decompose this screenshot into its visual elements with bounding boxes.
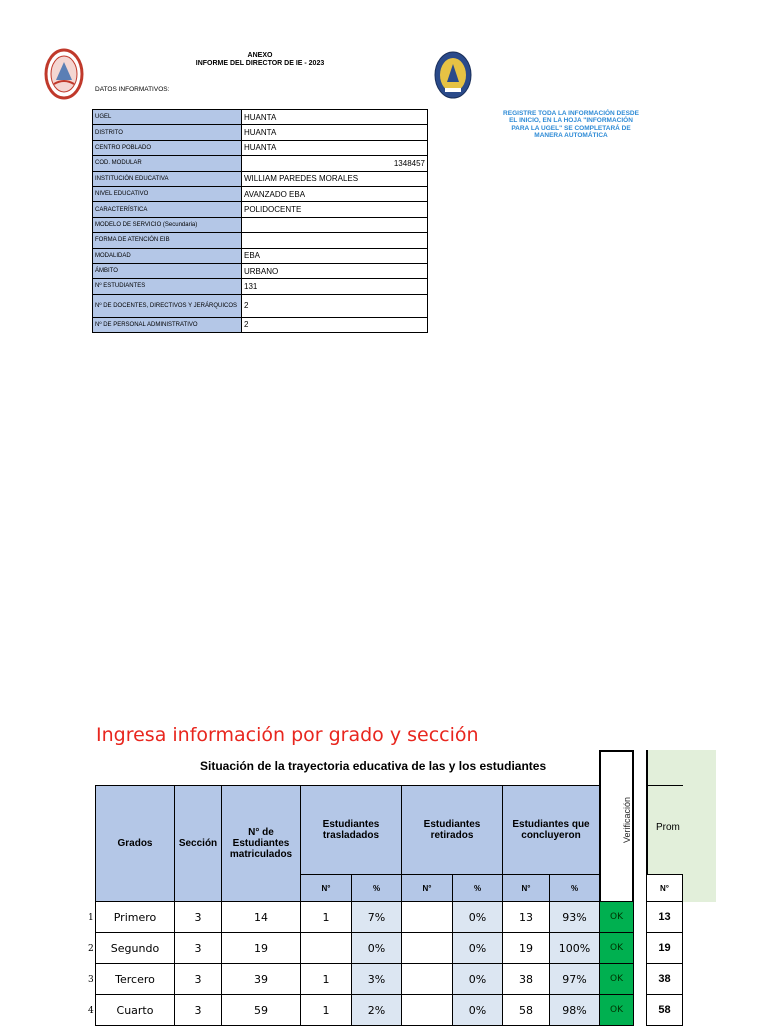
datos-informativos-label: DATOS INFORMATIVOS:: [95, 86, 170, 93]
info-row: [93, 110, 428, 125]
conc-n-cell[interactable]: 38: [502, 963, 550, 995]
info-value[interactable]: EBA: [242, 248, 428, 263]
info-row: [93, 233, 428, 248]
prom-cell: 13: [646, 901, 683, 933]
info-label: CENTRO POBLADO: [93, 140, 242, 155]
report-header: [190, 52, 330, 68]
verificacion-header: Verificación: [622, 796, 632, 843]
ret-n-cell[interactable]: [401, 901, 453, 933]
grado-cell[interactable]: Tercero: [95, 963, 175, 995]
seccion-cell[interactable]: 3: [174, 932, 222, 964]
tras-n-cell[interactable]: [300, 932, 352, 964]
ret-pct-cell: 0%: [452, 994, 503, 1026]
info-label: CARACTERÍSTICA: [93, 202, 242, 217]
info-value[interactable]: HUANTA: [242, 140, 428, 155]
ret-n-cell[interactable]: [401, 932, 453, 964]
info-label: UGEL: [93, 110, 242, 125]
ugel-logo-right: [433, 50, 473, 100]
tras-pct-cell: 0%: [351, 932, 402, 964]
prom-cell: 19: [646, 932, 683, 964]
info-label: ÁMBITO: [93, 263, 242, 278]
col-grados-header: Grados: [95, 785, 175, 902]
section-heading: Ingresa información por grado y sección: [96, 724, 479, 746]
info-value[interactable]: AVANZADO EBA: [242, 186, 428, 201]
conc-pct-cell: 98%: [549, 994, 600, 1026]
row-number: 4: [88, 1006, 94, 1016]
conc-pct-cell: 100%: [549, 932, 600, 964]
info-label: Nº DE DOCENTES, DIRECTIVOS Y JERÁRQUICOS: [93, 294, 242, 317]
info-value[interactable]: HUANTA: [242, 125, 428, 140]
tras-pct-cell: 3%: [351, 963, 402, 995]
col-concluyeron-header: Estudiantes que concluyeron: [502, 785, 600, 875]
info-label: COD. MODULAR: [93, 156, 242, 171]
table-caption: Situación de la trayectoria educativa de las y los estudiantes: [200, 759, 547, 773]
tras-n-cell[interactable]: 1: [300, 963, 352, 995]
seccion-cell[interactable]: 3: [174, 901, 222, 933]
seccion-cell[interactable]: 3: [174, 994, 222, 1026]
conc-pct-cell: 93%: [549, 901, 600, 933]
info-row: [93, 202, 428, 217]
tras-pct-cell: 2%: [351, 994, 402, 1026]
tras-pct-header: %: [351, 874, 402, 902]
info-value[interactable]: 131: [242, 279, 428, 294]
col-seccion-header: Sección: [174, 785, 222, 902]
info-row: [93, 279, 428, 294]
info-row: [93, 171, 428, 186]
ret-n-header: N°: [401, 874, 453, 902]
col-matriculados-header: N° de Estudiantes matriculados: [221, 785, 301, 902]
info-value[interactable]: POLIDOCENTE: [242, 202, 428, 217]
info-label: MODALIDAD: [93, 248, 242, 263]
row-number: 1: [88, 913, 94, 923]
conc-pct-header: %: [549, 874, 600, 902]
conc-n-cell[interactable]: 19: [502, 932, 550, 964]
info-value[interactable]: 2: [242, 317, 428, 332]
row-number: 3: [88, 975, 94, 985]
prom-cell: 58: [646, 994, 683, 1026]
info-row: [93, 186, 428, 201]
matriculados-cell[interactable]: 14: [221, 901, 301, 933]
info-row: [93, 156, 428, 171]
ret-pct-header: %: [452, 874, 503, 902]
grado-cell[interactable]: Primero: [95, 901, 175, 933]
col-trasladados-header: Estudiantes trasladados: [300, 785, 402, 875]
ret-pct-cell: 0%: [452, 932, 503, 964]
info-value[interactable]: [242, 217, 428, 232]
tras-n-header: N°: [300, 874, 352, 902]
ret-pct-cell: 0%: [452, 901, 503, 933]
info-value[interactable]: [242, 233, 428, 248]
info-row: [93, 263, 428, 278]
info-row: [93, 140, 428, 155]
ret-pct-cell: 0%: [452, 963, 503, 995]
info-label: FORMA DE ATENCIÓN EIB: [93, 233, 242, 248]
info-label: Nº DE PERSONAL ADMINISTRATIVO: [93, 317, 242, 332]
info-value[interactable]: HUANTA: [242, 110, 428, 125]
ret-n-cell[interactable]: [401, 963, 453, 995]
report-title: INFORME DEL DIRECTOR DE IE - 2023: [195, 60, 325, 67]
info-value[interactable]: 1348457: [242, 156, 428, 171]
verif-cell: OK: [599, 901, 634, 933]
prom-cell: 38: [646, 963, 683, 995]
verif-cell: OK: [599, 963, 634, 995]
info-label: NIVEL EDUCATIVO: [93, 186, 242, 201]
grado-cell[interactable]: Cuarto: [95, 994, 175, 1026]
info-row: [93, 125, 428, 140]
col-retirados-header: Estudiantes retirados: [401, 785, 503, 875]
info-label: DISTRITO: [93, 125, 242, 140]
verif-cell: OK: [599, 932, 634, 964]
info-label: INSTITUCIÓN EDUCATIVA: [93, 171, 242, 186]
conc-n-header: N°: [502, 874, 550, 902]
info-row: [93, 294, 428, 317]
tras-n-cell[interactable]: 1: [300, 901, 352, 933]
conc-n-cell[interactable]: 13: [502, 901, 550, 933]
conc-pct-cell: 97%: [549, 963, 600, 995]
matriculados-cell[interactable]: 39: [221, 963, 301, 995]
info-label: Nº ESTUDIANTES: [93, 279, 242, 294]
matriculados-cell[interactable]: 19: [221, 932, 301, 964]
row-number: 2: [88, 944, 94, 954]
tras-n-cell[interactable]: 1: [300, 994, 352, 1026]
school-logo-left: [44, 48, 84, 100]
prom-header-top-border: [646, 785, 683, 786]
ret-n-cell[interactable]: [401, 994, 453, 1026]
info-value[interactable]: 2: [242, 294, 428, 317]
prom-n-header: N°: [646, 874, 683, 902]
info-row: [93, 217, 428, 232]
prom-header: Prom: [656, 822, 680, 833]
grado-cell[interactable]: Segundo: [95, 932, 175, 964]
verif-cell: OK: [599, 994, 634, 1026]
info-row: [93, 248, 428, 263]
matriculados-cell[interactable]: 59: [221, 994, 301, 1026]
anexo-label: ANEXO: [247, 52, 273, 59]
info-table: [92, 109, 428, 333]
info-label: MODELO DE SERVICIO (Secundaria): [93, 217, 242, 232]
tras-pct-cell: 7%: [351, 901, 402, 933]
info-value[interactable]: WILLIAM PAREDES MORALES: [242, 171, 428, 186]
seccion-cell[interactable]: 3: [174, 963, 222, 995]
ugel-notice: REGISTRE TODA LA INFORMACIÓN DESDE EL INICIO, EN LA HOJA "INFORMACIÓN PARA LA UGEL" SE COMPLETARÁ DE MANERA AUTOMÁTICA: [503, 110, 639, 140]
info-value[interactable]: URBANO: [242, 263, 428, 278]
conc-n-cell[interactable]: 58: [502, 994, 550, 1026]
info-row: [93, 317, 428, 332]
